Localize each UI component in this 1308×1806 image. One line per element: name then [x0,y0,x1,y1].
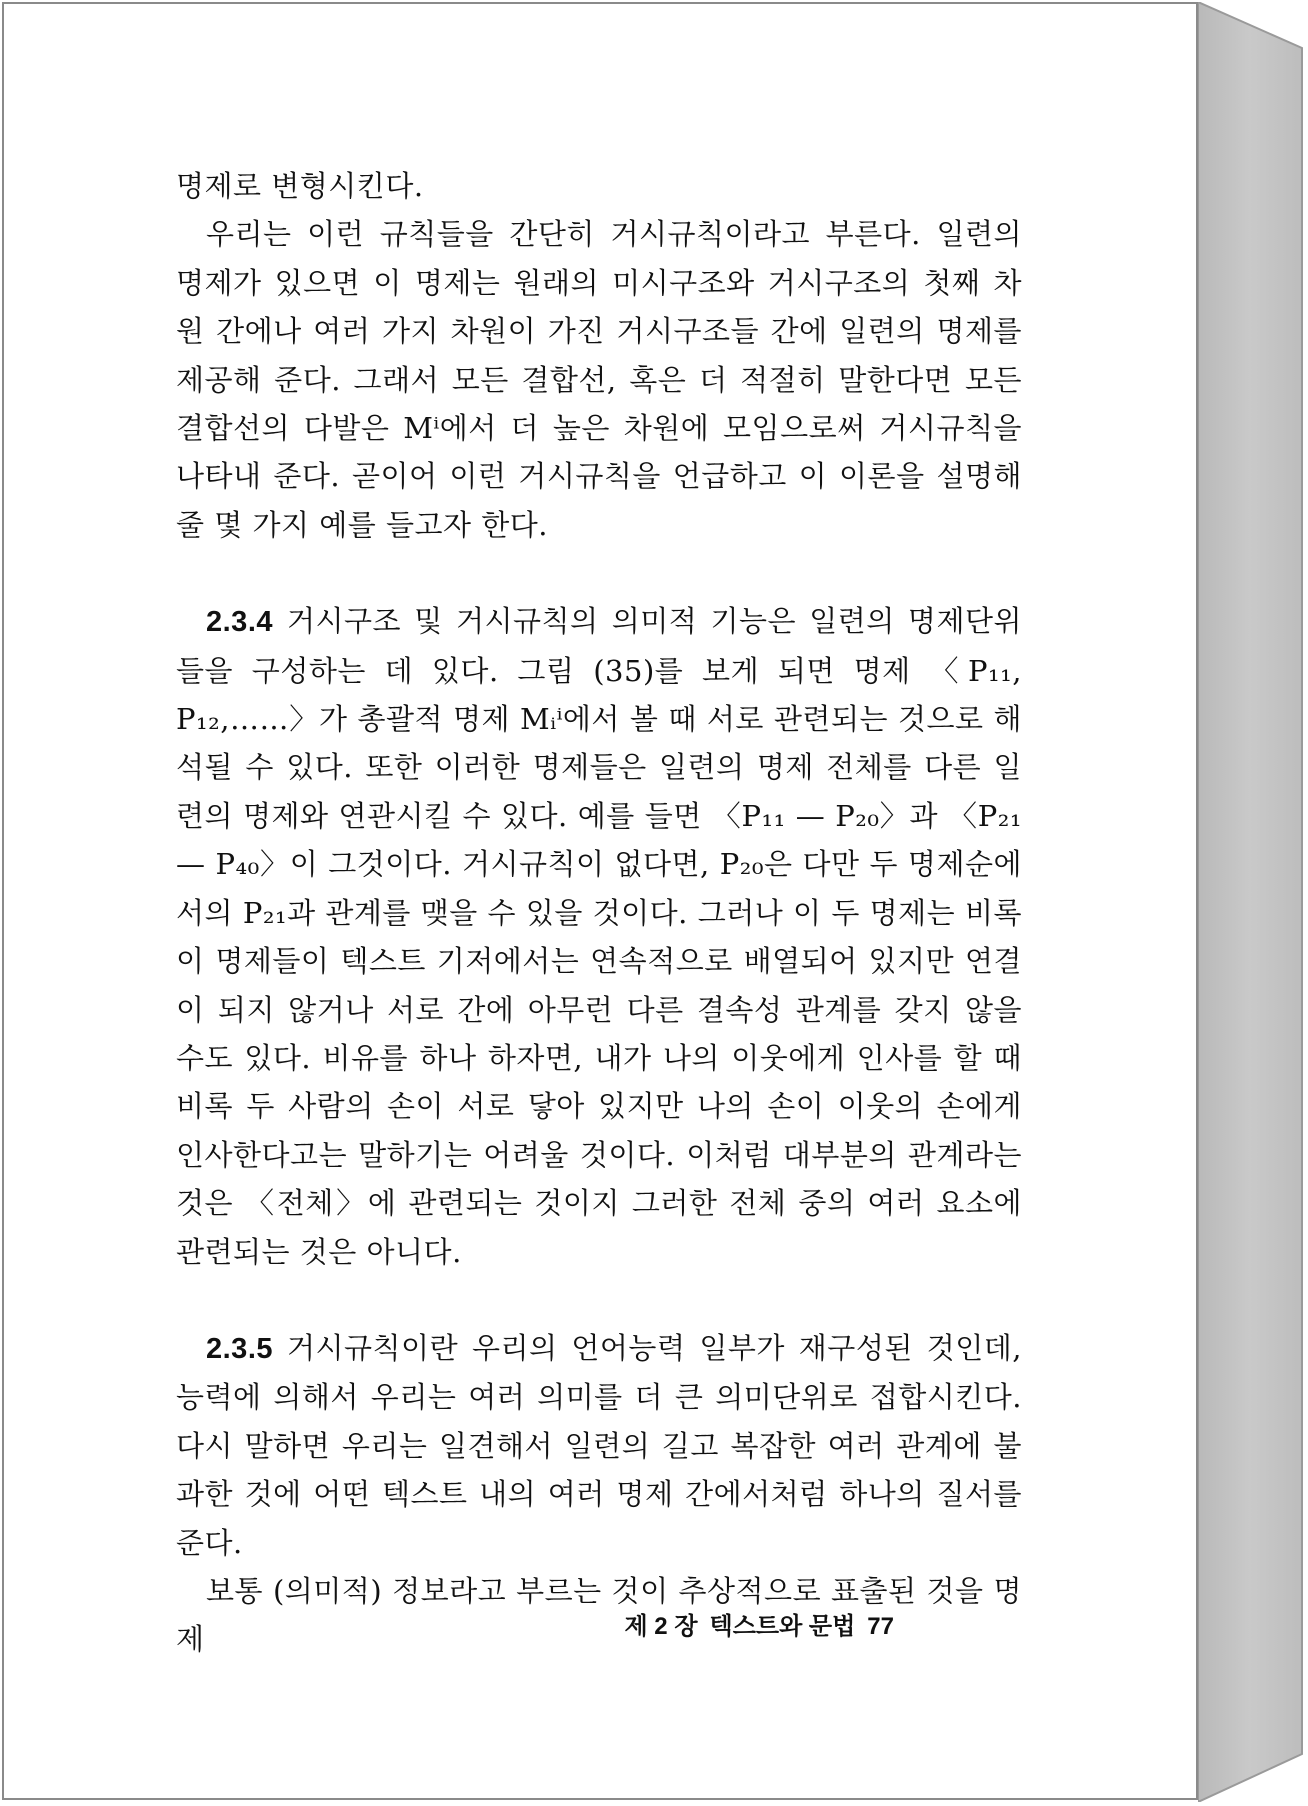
body-text [176,162,1022,1664]
chapter-label: 제 2 장 [624,1613,698,1640]
book-spine [1198,2,1304,1802]
paragraph-text: 명제로 변형시킨다. [176,169,424,203]
section-number: 2.3.4 [206,606,273,639]
page-number: 77 [867,1613,894,1640]
paragraph-text: 거시구조 및 거시규칙의 의미적 기능은 일련의 명제단위들을 구성하는 데 있다. 그림 (35)를 보게 되면 명제 〈P₁₁, P₁₂,……〉가 총괄적 명제 Mᵢⁱ에서 볼 때 서로 관련되는 것으로 해석될 수 있다. 또한 이러한 명제들은 일련의 명제 전체를 다른 일련의 명제와 연관시킬 수 있다. 예를 들면 〈P₁₁ — P₂₀〉과 〈P₂₁ — P₄₀〉이 그것이다. 거시규칙이 없다면, P₂₀은 다만 두 명제순에서의 P₂₁과 관계를 맺을 수 있을 것이다. 그러나 이 두 명제는 비록 이 명제들이 텍스트 기저에서는 연속적으로 배열되어 있지만 연결이 되지 않거나 서로 간에 아무런 다른 결속성 관계를 갖지 않을 수도 있다. 비유를 하나 하자면, 내가 나의 이웃에게 인사를 할 때 비록 두 사람의 손이 서로 닿아 있지만 나의 손이 이웃의 손에게 인사한다고는 말하기는 어려울 것이다. 이처럼 대부분의 관계라는 것은 〈전체〉에 관련되는 것이지 그러한 전체 중의 여러 요소에 관련되는 것은 아니다. [176,604,1022,1269]
paragraph-text: 보통 (의미적) 정보라고 부르는 것이 추상적으로 표출된 것을 명제 [176,1573,1022,1657]
paragraph-1 [176,162,1022,210]
page-footer [612,1606,894,1641]
section-number: 2.3.5 [206,1332,273,1365]
section-2-3-4 [176,597,1022,1276]
paragraph-last [176,1567,1022,1664]
paragraph-2 [176,210,1022,549]
book-page [2,2,1198,1800]
paragraph-text: 우리는 이런 규칙들을 간단히 거시규칙이라고 부른다. 일련의 명제가 있으면 이 명제는 원래의 미시구조와 거시구조의 첫째 차원 간에나 여러 가지 차원이 가진 거시구조들 간에 일련의 명제를 제공해 준다. 그래서 모든 결합선, 혹은 더 적절히 말한다면 모든 결합선의 다발은 Mⁱ에서 더 높은 차원에 모임으로써 거시규칙을 나타내 준다. 곧이어 이런 거시규칙을 언급하고 이 이론을 설명해 줄 몇 가지 예를 들고자 한다. [176,217,1022,542]
paragraph-text: 거시규칙이란 우리의 언어능력 일부가 재구성된 것인데, 능력에 의해서 우리는 여러 의미를 더 큰 의미단위로 접합시킨다. 다시 말하면 우리는 일견해서 일련의 길고 복잡한 여러 관계에 불과한 것에 어떤 텍스트 내의 여러 명제 간에서처럼 하나의 질서를 준다. [176,1330,1022,1560]
chapter-title: 텍스트와 문법 [709,1613,856,1640]
section-2-3-5 [176,1324,1022,1567]
